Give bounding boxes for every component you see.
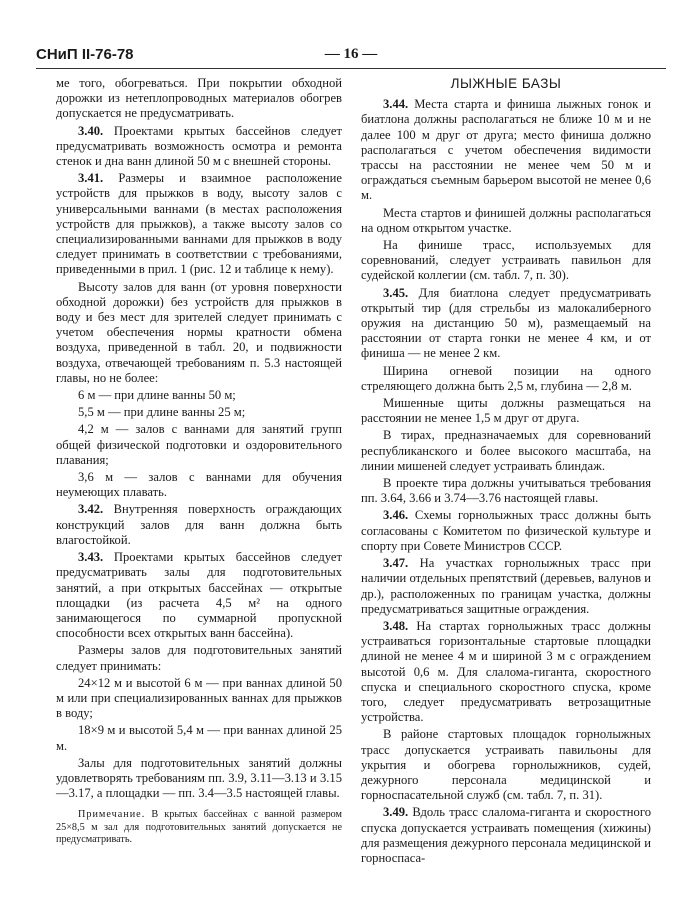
note-text: В крытых бассейнах с ванной размером 25×8,5 м зал для подготовительных занятий допускается не предусматривать. <box>56 809 343 846</box>
clause-number: 3.49. <box>383 805 409 820</box>
clause-3-42 <box>56 502 342 548</box>
clause-text: Места старта и финиша лыжных гонок и биатлона должны располагаться не ближе 10 м и не далее 100 м друг от друга; место финиша должно располагаться с учетом обеспечения видимости трассы на расстоянии не менее чем 50 м и ограждаться съемным барьером высотой не менее 0,6 м. <box>361 97 651 203</box>
clause-number: 3.40. <box>78 123 104 138</box>
clause-number: 3.45. <box>383 285 409 300</box>
clause-text: Проектами крытых бассейнов следует предусматривать возможность осмотра и ремонта стенок и дна ванн длиной 50 м с внешней стороны. <box>56 123 342 169</box>
clause-3-41 <box>56 171 342 277</box>
clause-number: 3.43. <box>78 550 104 565</box>
paragraph: В проекте тира должны учитываться требования пп. 3.64, 3.66 и 3.74—3.76 настоящей главы. <box>361 476 651 506</box>
paragraph: Ширина огневой позиции на одного стреляющего должна быть 2,5 м, глубина — 2,8 м. <box>361 363 651 393</box>
page-number: — 16 — <box>324 46 378 62</box>
paragraph: ме того, обогреваться. При покрытии обходной дорожки из нетеплопроводных материалов обогрев допускается не предусматривать. <box>56 76 342 121</box>
clause-3-46 <box>361 508 651 554</box>
clause-3-43 <box>56 550 342 641</box>
clause-3-49 <box>361 805 651 866</box>
list-item: 24×12 м и высотой 6 м — при ваннах длиной 50 м или при специализированных ваннах для прыжков в воду; <box>56 675 342 721</box>
list-item: 5,5 м — при длине ванны 25 м; <box>78 405 246 420</box>
list-item: 4,2 м — залов с ваннами для занятий групп общей физической подготовки и оздоровительного плавания; <box>56 422 342 467</box>
left-column <box>56 76 342 849</box>
clause-number: 3.48. <box>383 618 409 633</box>
clause-text: Для биатлона следует предусматривать открытый тир (для стрельбы из малокалиберного оружия на дистанцию 50 м), размещаемый на расстоянии от старта гонки не менее 4 км, и от финиша — не менее 2 км. <box>361 285 651 361</box>
right-column <box>361 76 651 868</box>
clause-number: 3.41. <box>78 171 104 186</box>
clause-text: На стартах горнолыжных трасс должны устраиваться горизонтальные стартовые площадки длиной не менее 4 м и шириной 3 м с ограждением высотой 0,6 м. Для слалома-гиганта, скоростного спуска и специального скоростного спуска, кроме того, следует предусматривать ветрозащитные устройства. <box>361 618 651 725</box>
clause-text: Вдоль трасс слалома-гиганта и скоростного спуска допускается устраивать помещения (хижины) для размещения дежурного персонала медицинской и горноспаса- <box>361 805 651 865</box>
paragraph: Места стартов и финишей должны располагаться на одном открытом участке. <box>361 205 651 235</box>
paragraph: На финише трасс, используемых для соревнований, следует устраивать павильон для судейской коллегии (см. табл. 7, п. 30). <box>361 238 651 283</box>
note-label: Примечание. <box>78 809 146 821</box>
list-item: 6 м — при длине ванны 50 м; <box>78 388 236 403</box>
paragraph: В районе стартовых площадок горнолыжных трасс допускается устраивать павильоны для укрытия и обогрева горнолыжников, судей, дежурного персонала медицинской и горноспасательной служб (см. табл. 7, п. 31). <box>361 727 651 803</box>
clause-number: 3.46. <box>383 508 409 523</box>
clause-3-45 <box>361 286 651 362</box>
clause-3-48 <box>361 619 651 725</box>
clause-text: Проектами крытых бассейнов следует предусматривать залы для подготовительных занятий, а при открытых бассейнах — открытые площадки (из расчета 4,5 м² на одного занимающегося по суммарной пропускной способности всех открытых ванн бассейна). <box>56 550 342 641</box>
note <box>56 809 342 846</box>
clause-text: Схемы горнолыжных трасс должны быть согласованы с Комитетом по физической культуре и спорту при Совете Министров СССР. <box>361 508 651 553</box>
list-item: 3,6 м — залов с ваннами для обучения неумеющих плавать. <box>56 470 342 500</box>
paragraph: Высоту залов для ванн (от уровня поверхности обходной дорожки) без устройств для прыжков в воду и без мест для зрителей следует принимать с учетом обеспечения нормы кратности обмена воздуха, приведенной в табл. 20, и подвижности воздуха, отвечающей требованиям п. 5.3 настоящей главы, но не более: <box>56 279 342 385</box>
clause-number: 3.44. <box>383 97 409 112</box>
clause-number: 3.47. <box>383 556 409 571</box>
clause-number: 3.42. <box>78 502 104 517</box>
document-code: СНиП II-76-78 <box>36 46 134 63</box>
clause-3-47 <box>361 556 651 617</box>
paragraph: В тирах, предназначаемых для соревнований республиканского и более высокого масштаба, на линии мишеней следует устраивать блиндаж. <box>361 428 651 473</box>
section-title: ЛЫЖНЫЕ БАЗЫ <box>450 76 562 91</box>
clause-3-44 <box>361 97 651 203</box>
paragraph: Мишенные щиты должны размещаться на расстоянии не менее 1,5 м друг от друга. <box>361 396 651 426</box>
paragraph: Размеры залов для подготовительных занятий следует принимать: <box>56 643 342 673</box>
paragraph: Залы для подготовительных занятий должны удовлетворять требованиям пп. 3.9, 3.11—3.13 и 3.15—3.17, а площадки — пп. 3.4—3.5 настоящей главы. <box>56 755 342 801</box>
list-item: 18×9 м и высотой 5,4 м — при ваннах длиной 25 м. <box>56 723 342 753</box>
clause-text: Внутренняя поверхность ограждающих конструкций залов для ванн должна быть влагостойкой. <box>56 502 342 547</box>
clause-3-40 <box>56 124 342 170</box>
clause-text: Размеры и взаимное расположение устройств для прыжков в воду, высоту залов с универсальными ваннами (в местах расположения устройств для прыжков), а также высоту залов со специализированными ваннами для прыжков в воду следует принимать в соответствии с требованиями, приведенными в прил. 1 (рис. 12 и таблице к нему). <box>56 171 342 277</box>
clause-text: На участках горнолыжных трасс при наличии отдельных препятствий (деревьев, валунов и др.), расположенных по границам участка, должны предусматриваться защитные ограждения. <box>361 556 651 616</box>
page-header <box>36 44 666 69</box>
